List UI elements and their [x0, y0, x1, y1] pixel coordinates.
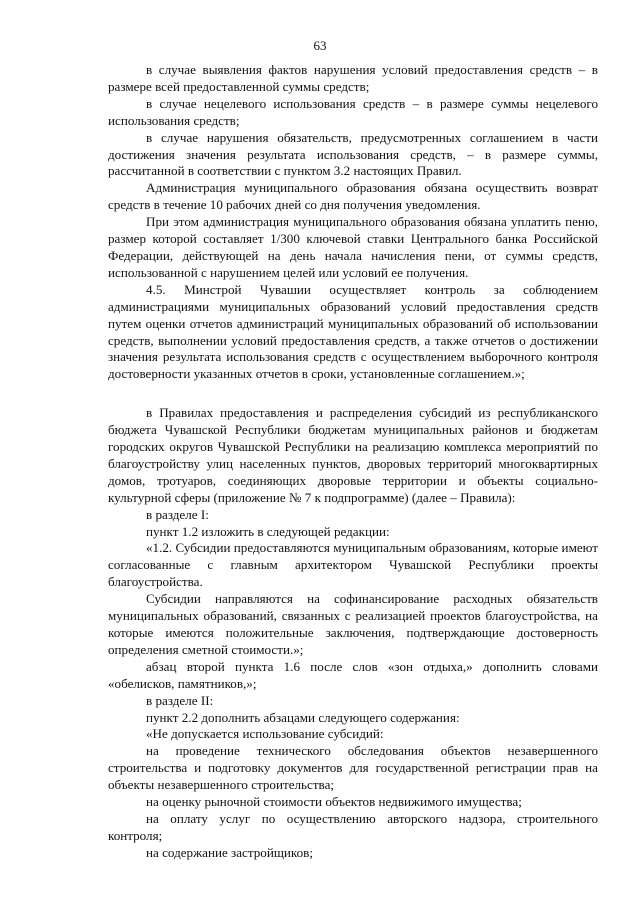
paragraph: в случае нарушения обязательств, предусмотренных соглашением в части достижения значения результата использования средств, – в размере суммы, рассчитанной в соответствии с пунктом 3.2 настоящих Правил. — [108, 129, 598, 179]
paragraph: «1.2. Субсидии предоставляются муниципальным образованиям, которые имеют согласованные с главным архитектором Чувашской Республики проекты благоустройства. — [108, 540, 598, 590]
paragraph: Администрация муниципального образования обязана осуществить возврат средств в течение 10 рабочих дней со дня получения уведомления. — [108, 180, 598, 213]
paragraph: в случае нецелевого использования средств – в размере суммы нецелевого использования средств; — [108, 95, 598, 128]
paragraph: пункт 2.2 дополнить абзацами следующего содержания: — [146, 709, 460, 725]
paragraph: пункт 1.2 изложить в следующей редакции: — [146, 523, 390, 539]
paragraph: в Правилах предоставления и распределения субсидий из республиканского бюджета Чувашской Республики бюджетам муниципальных районов и бюджетам городских округов Чувашской Республики на реализацию комплекса мероприятий по благоустройству улиц населенных пунктов, дворовых территорий многоквартирных домов, тротуаров, соединяющих дворовые территории и объекты социально-культурной сферы (приложение № 7 к подпрограмме) (далее – Правила): — [108, 405, 598, 505]
paragraph: на содержание застройщиков; — [146, 844, 313, 860]
paragraph: на оплату услуг по осуществлению авторского надзора, строительного контроля; — [108, 810, 598, 843]
paragraph: на оценку рыночной стоимости объектов недвижимого имущества; — [146, 794, 522, 810]
paragraph: «Не допускается использование субсидий: — [146, 726, 384, 742]
paragraph: 4.5. Минстрой Чувашии осуществляет контроль за соблюдением администрациями муниципальных образований условий предоставления средств путем оценки отчетов администраций муниципальных образований об использовании средств, выполнении условий предоставления средств, а также отчетов о достижении значения результата использования средств с осуществлением выборочного контроля достоверности указанных отчетов в сроки, установленные соглашением.»; — [108, 281, 598, 382]
paragraph: в разделе II: — [146, 692, 214, 708]
document-body — [108, 62, 598, 862]
paragraph: абзац второй пункта 1.6 после слов «зон отдыха,» дополнить словами «обелисков, памятников,»; — [108, 658, 598, 691]
paragraph: в случае выявления фактов нарушения условий предоставления средств – в размере всей предоставленной суммы средств; — [108, 62, 598, 94]
paragraph: на проведение технического обследования объектов незавершенного строительства и подготовку документов для государственной регистрации прав на объекты незавершенного строительства; — [108, 743, 598, 793]
page-number: 63 — [313, 38, 327, 53]
paragraph: в разделе I: — [146, 506, 209, 522]
paragraph: При этом администрация муниципального образования обязана уплатить пеню, размер которой составляет 1/300 ключевой ставки Центрального банка Российской Федерации, действующей на день начала начисления пени, от суммы средств, использованной с нарушением целей или условий ее получения. — [108, 214, 598, 280]
paragraph: Субсидии направляются на софинансирование расходных обязательств муниципальных образований, связанных с реализацией проектов благоустройства, на которые имеются положительные заключения, подтверждающие достоверность определения сметной стоимости.»; — [108, 591, 598, 657]
